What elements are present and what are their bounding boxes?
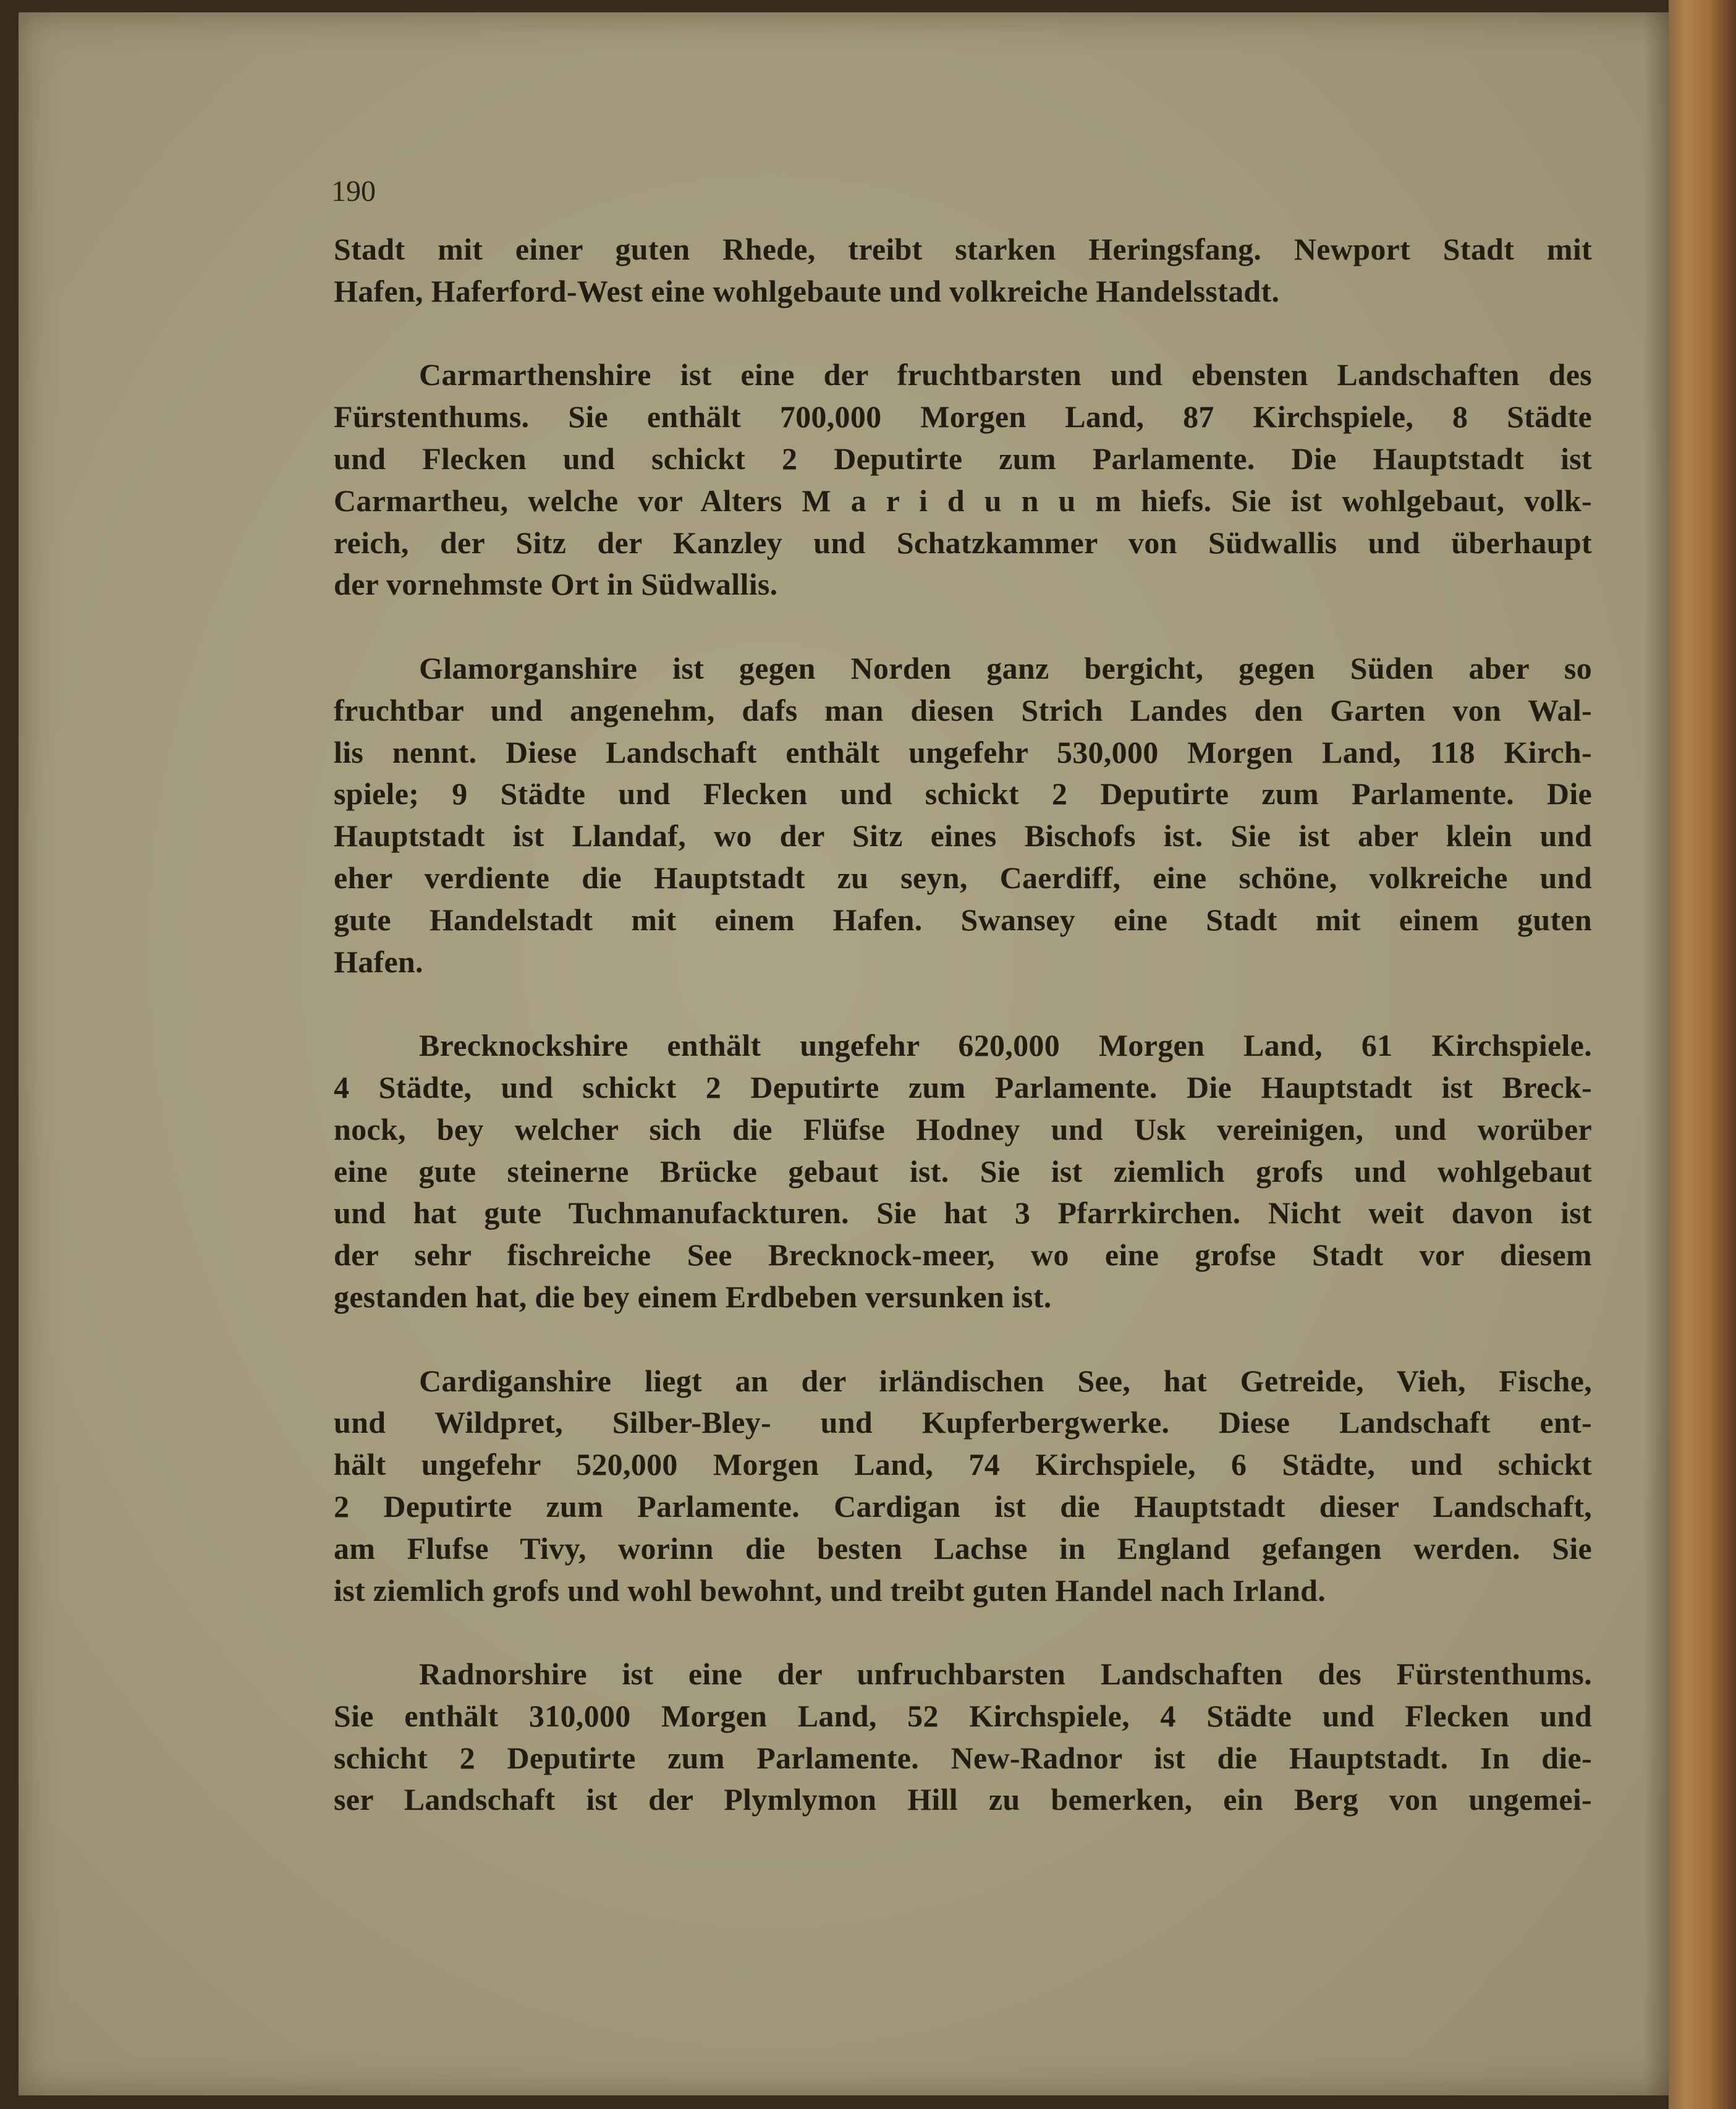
text-line: der vornehmste Ort in Südwallis. bbox=[334, 567, 778, 602]
text-line: lis nennt. Diese Landschaft enthält ungefehr 530,000 Morgen Land, 118 Kirch- bbox=[334, 734, 1592, 770]
text-line: und Wildpret, Silber-Bley- und Kupferbergwerke. Diese Landschaft ent- bbox=[334, 1405, 1592, 1440]
text-line: ist ziemlich grofs und wohl bewohnt, und treibt guten Handel nach Irland. bbox=[334, 1572, 1326, 1608]
text-line: nock, bey welcher sich die Flüfse Hodney und Usk vereinigen, und worüber bbox=[334, 1111, 1592, 1147]
text-line: spiele; 9 Städte und Flecken und schickt 2 Deputirte zum Parlamente. Die bbox=[334, 776, 1592, 812]
text-line: gute Handelstadt mit einem Hafen. Swansey eine Stadt mit einem guten bbox=[334, 902, 1592, 937]
paragraph bbox=[334, 1360, 1592, 1612]
text-line: ser Landschaft ist der Plymlymon Hill zu bemerken, ein Berg von ungemei- bbox=[334, 1782, 1592, 1817]
text-line: fruchtbar und angenehm, dafs man diesen Strich Landes den Garten von Wal- bbox=[334, 692, 1592, 728]
page-number: 190 bbox=[331, 175, 376, 208]
text-line: eher verdiente die Hauptstadt zu seyn, Caerdiff, eine schöne, volkreiche und bbox=[334, 860, 1592, 895]
text-line: gestanden hat, die bey einem Erdbeben versunken ist. bbox=[334, 1279, 1052, 1314]
text-line: Fürstenthums. Sie enthält 700,000 Morgen Land, 87 Kirchspiele, 8 Städte bbox=[334, 399, 1592, 435]
text-line: schicht 2 Deputirte zum Parlamente. New-Radnor ist die Hauptstadt. In die- bbox=[334, 1740, 1592, 1775]
text-line: am Flufse Tivy, worinn die besten Lachse in England gefangen werden. Sie bbox=[334, 1530, 1592, 1566]
text-line: und Flecken und schickt 2 Deputirte zum Parlamente. Die Hauptstadt ist bbox=[334, 441, 1592, 476]
text-line: Stadt mit einer guten Rhede, treibt starken Heringsfang. Newport Stadt mit bbox=[334, 232, 1592, 266]
text-line: Glamorganshire ist gegen Norden ganz bergicht, gegen Süden aber so bbox=[419, 650, 1592, 685]
text-line: Carmartheu, welche vor Alters M a r i d u n u m hiefs. Sie ist wohlgebaut, volk- bbox=[334, 483, 1592, 518]
text-line: Carmarthenshire ist eine der fruchtbarsten und ebensten Landschaften des bbox=[419, 357, 1592, 393]
body-text bbox=[334, 229, 1592, 1863]
text-line: Sie enthält 310,000 Morgen Land, 52 Kirchspiele, 4 Städte und Flecken und bbox=[334, 1698, 1592, 1733]
paragraph bbox=[334, 1653, 1592, 1821]
text-line: Hauptstadt ist Llandaf, wo der Sitz eines Bischofs ist. Sie ist aber klein und bbox=[334, 818, 1592, 854]
paragraph bbox=[334, 1025, 1592, 1318]
paragraph bbox=[334, 229, 1592, 313]
book-binding-edge bbox=[1669, 0, 1736, 2109]
text-line: Brecknockshire enthält ungefehr 620,000 Morgen Land, 61 Kirchspiele. bbox=[419, 1028, 1592, 1063]
text-line: Cardiganshire liegt an der irländischen See, hat Getreide, Vieh, Fische, bbox=[419, 1363, 1592, 1398]
text-line: 4 Städte, und schickt 2 Deputirte zum Parlamente. Die Hauptstadt ist Breck- bbox=[334, 1069, 1592, 1105]
text-line: der sehr fischreiche See Brecknock-meer, wo eine grofse Stadt vor diesem bbox=[334, 1237, 1592, 1273]
text-line: hält ungefehr 520,000 Morgen Land, 74 Kirchspiele, 6 Städte, und schickt bbox=[334, 1447, 1592, 1482]
paragraph bbox=[334, 354, 1592, 606]
text-line: 2 Deputirte zum Parlamente. Cardigan ist die Hauptstadt dieser Landschaft, bbox=[334, 1488, 1592, 1524]
text-line: reich, der Sitz der Kanzley und Schatzkammer von Südwallis und überhaupt bbox=[334, 525, 1592, 560]
text-line: Radnorshire ist eine der unfruchbarsten Landschaften des Fürstenthums. bbox=[419, 1657, 1592, 1692]
paragraph bbox=[334, 648, 1592, 983]
text-line: und hat gute Tuchmanufackturen. Sie hat 3 Pfarrkirchen. Nicht weit davon ist bbox=[334, 1195, 1592, 1231]
text-line: eine gute steinerne Brücke gebaut ist. Sie ist ziemlich grofs und wohlgebaut bbox=[334, 1153, 1592, 1189]
text-line: Hafen. bbox=[334, 944, 423, 979]
text-line: Hafen, Haferford-West eine wohlgebaute und volkreiche Handelsstadt. bbox=[334, 273, 1280, 308]
